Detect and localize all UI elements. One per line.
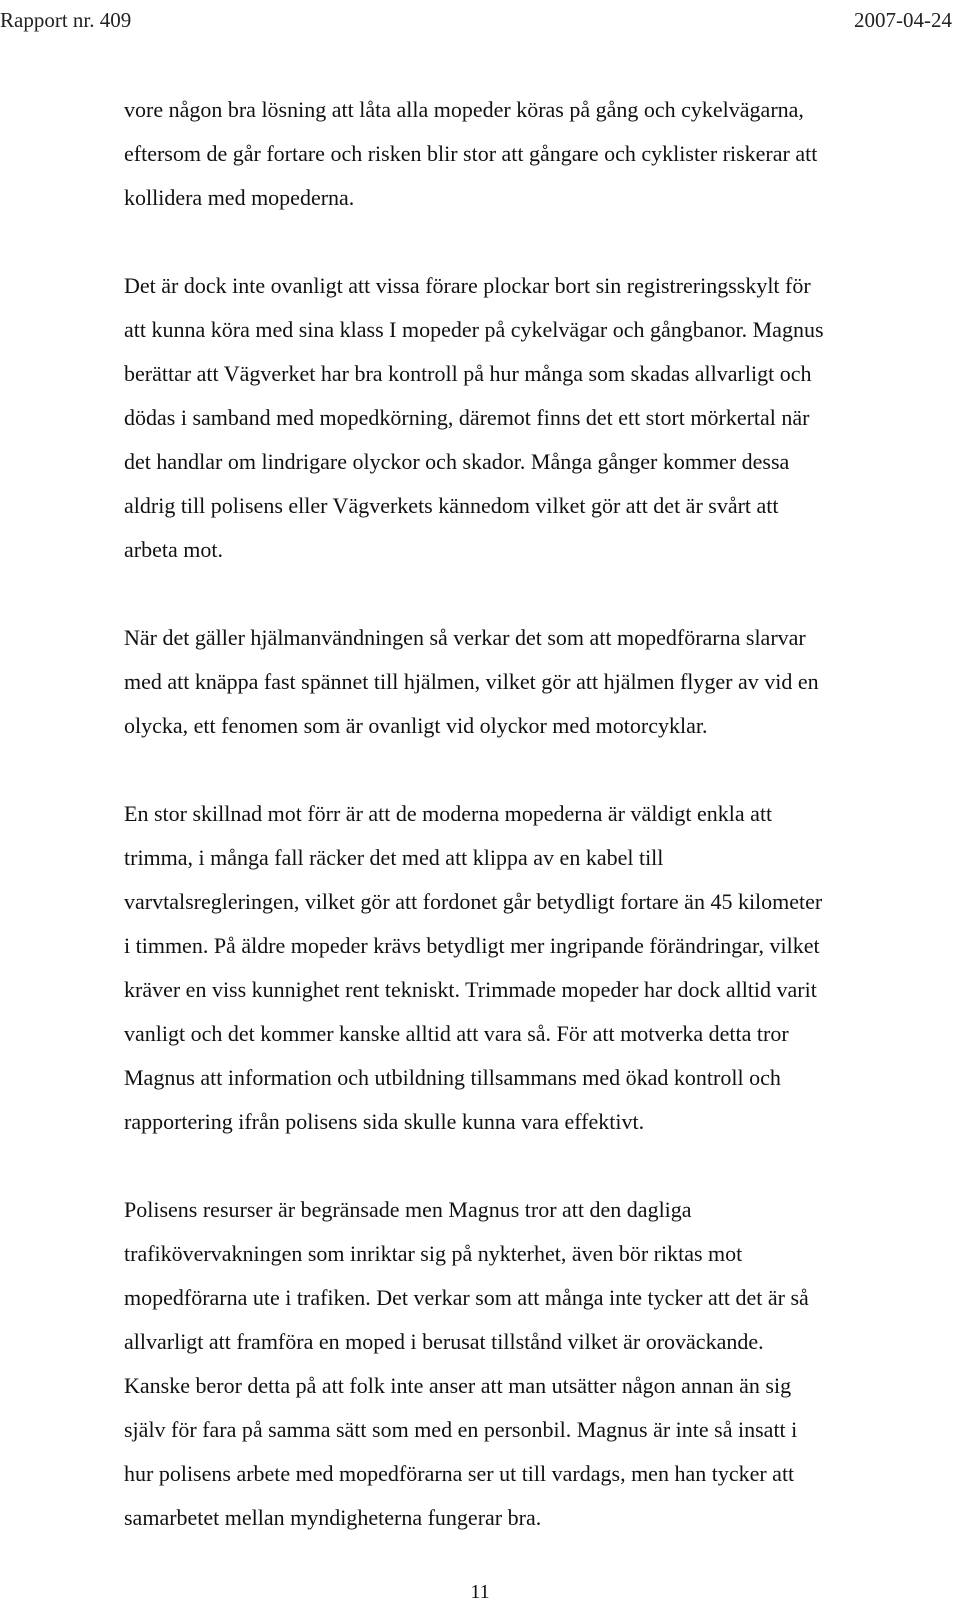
paragraph-5: Polisens resurser är begränsade men Magnus tror att den dagliga trafikövervakningen som inriktar sig på nykterhet, även bör riktas mot mopedförarna ute i trafiken. Det verkar som att många inte tycker att det är så allvarligt att framföra en moped i berusat tillstånd vilket är oroväckande. Kanske beror detta på att folk inte anser att man utsätter någon annan än sig själv för fara på samma sätt som med en personbil. Magnus är inte så insatt i hur polisens arbete med mopedförarna ser ut till vardags, men han tycker att samarbetet mellan myndigheterna fungerar bra.	[124, 1197, 809, 1530]
report-number: Rapport nr. 409	[0, 8, 132, 32]
paragraph-1: vore någon bra lösning att låta alla mopeder köras på gång och cykelvägarna, eftersom de går fortare och risken blir stor att gångare och cyklister riskerar att kollidera med mopederna.	[124, 97, 818, 210]
page-header	[0, 4, 960, 36]
paragraph-2: Det är dock inte ovanligt att vissa förare plockar bort sin registreringsskylt för att kunna köra med sina klass I mopeder på cykelvägar och gångbanor. Magnus berättar att Vägverket har bra kontroll på hur många som skadas allvarligt och dödas i samband med mopedkörning, däremot finns det ett stort mörkertal när det handlar om lindrigare olyckor och skador. Många gånger kommer dessa aldrig till polisens eller Vägverkets kännedom vilket gör att det är svårt att arbeta mot.	[124, 273, 824, 562]
page-number: 11	[470, 1581, 490, 1603]
paragraph-4: En stor skillnad mot förr är att de moderna mopederna är väldigt enkla att trimma, i många fall räcker det med att klippa av en kabel till varvtalsregleringen, vilket gör att fordonet går betydligt fortare än 45 kilometer i timmen. På äldre mopeder krävs betydligt mer ingripande förändringar, vilket kräver en viss kunnighet rent tekniskt. Trimmade mopeder har dock alltid varit vanligt och det kommer kanske alltid att vara så. För att motverka detta tror Magnus att information och utbildning tillsammans med ökad kontroll och rapportering ifrån polisens sida skulle kunna vara effektivt.	[124, 801, 823, 1134]
paragraph-3: När det gäller hjälmanvändningen så verkar det som att mopedförarna slarvar med att knäppa fast spännet till hjälmen, vilket gör att hjälmen flyger av vid en olycka, ett fenomen som är ovanligt vid olyckor med motorcyklar.	[124, 625, 819, 738]
report-date: 2007-04-24	[854, 8, 952, 32]
document-body	[124, 88, 946, 1540]
